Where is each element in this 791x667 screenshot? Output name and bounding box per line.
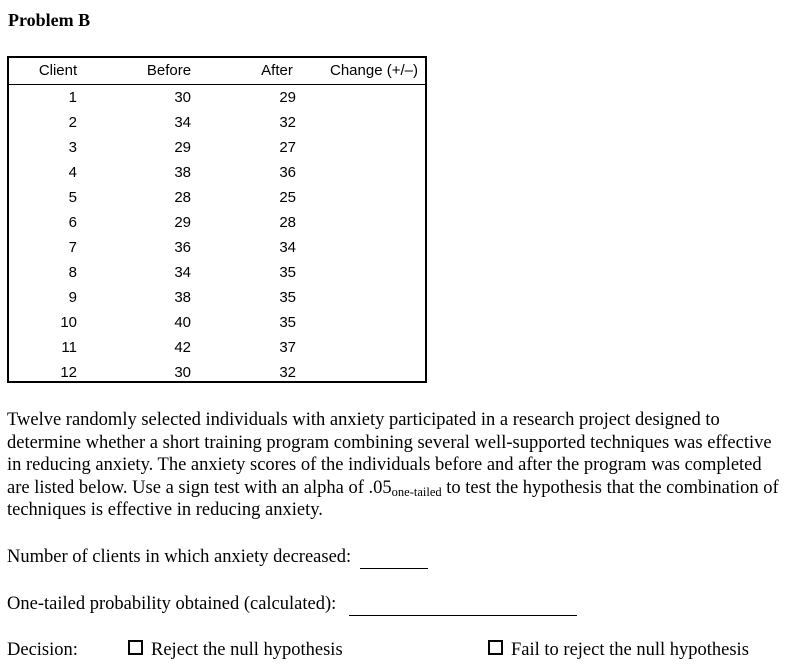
before-cell: 38 xyxy=(174,289,191,306)
before-cell: 36 xyxy=(174,239,191,256)
client-cell: 11 xyxy=(61,339,77,356)
reject-label: Reject the null hypothesis xyxy=(151,640,343,660)
table-row xyxy=(9,110,425,135)
before-cell: 29 xyxy=(174,214,191,231)
decision-label: Decision: xyxy=(7,640,78,660)
table-row xyxy=(9,260,425,285)
after-cell: 35 xyxy=(279,264,296,281)
page-title: Problem B xyxy=(8,10,91,30)
after-cell: 37 xyxy=(279,339,296,356)
before-cell: 34 xyxy=(174,264,191,281)
client-cell: 8 xyxy=(68,264,77,281)
after-cell: 25 xyxy=(279,189,296,206)
probability-question xyxy=(7,594,577,616)
problem-description xyxy=(7,409,787,522)
probability-answer-blank[interactable] xyxy=(349,594,577,616)
client-cell: 5 xyxy=(68,189,77,206)
client-cell: 2 xyxy=(68,114,77,131)
after-cell: 27 xyxy=(279,139,296,156)
description-text-1: Twelve randomly selected individuals with anxiety participated in a research project designed to determine whether a short training program combining several well-supported techniques was effective in reducing anxiety. The anxiety scores of the individuals before and after the program was completed are listed below. Use a sign test with an alpha of .05 xyxy=(7,410,772,498)
client-cell: 3 xyxy=(68,139,77,156)
after-cell: 34 xyxy=(279,239,296,256)
fail-label: Fail to reject the null hypothesis xyxy=(511,640,749,660)
table-row xyxy=(9,335,425,360)
table-row xyxy=(9,310,425,335)
header-change: Change (+/–) xyxy=(330,62,418,79)
fail-option[interactable] xyxy=(488,640,749,661)
table-row xyxy=(9,235,425,260)
reject-checkbox[interactable] xyxy=(128,640,143,655)
table-row xyxy=(9,160,425,185)
description-subscript: one-tailed xyxy=(391,484,442,499)
table-row xyxy=(9,360,425,385)
table-header xyxy=(9,58,425,85)
client-cell: 1 xyxy=(68,89,77,106)
client-cell: 6 xyxy=(68,214,77,231)
client-cell: 4 xyxy=(68,164,77,181)
decreased-answer-blank[interactable] xyxy=(360,547,428,569)
after-cell: 35 xyxy=(279,314,296,331)
table-row xyxy=(9,285,425,310)
header-before: Before xyxy=(146,62,192,79)
data-table xyxy=(7,56,427,383)
table-row xyxy=(9,135,425,160)
before-cell: 38 xyxy=(174,164,191,181)
client-cell: 10 xyxy=(60,314,77,331)
before-cell: 42 xyxy=(174,339,191,356)
fail-checkbox[interactable] xyxy=(488,640,503,655)
after-cell: 36 xyxy=(279,164,296,181)
table-row xyxy=(9,185,425,210)
table-row xyxy=(9,210,425,235)
client-cell: 9 xyxy=(68,289,77,306)
after-cell: 29 xyxy=(279,89,296,106)
client-cell: 7 xyxy=(68,239,77,256)
after-cell: 35 xyxy=(279,289,296,306)
decreased-question xyxy=(7,547,428,569)
before-cell: 30 xyxy=(174,364,191,381)
before-cell: 34 xyxy=(174,114,191,131)
before-cell: 29 xyxy=(174,139,191,156)
client-cell: 12 xyxy=(60,364,77,381)
after-cell: 32 xyxy=(279,114,296,131)
before-cell: 40 xyxy=(174,314,191,331)
header-after: After xyxy=(261,62,293,79)
reject-option[interactable] xyxy=(128,640,343,661)
after-cell: 28 xyxy=(279,214,296,231)
before-cell: 30 xyxy=(174,89,191,106)
table-body xyxy=(9,85,425,385)
header-client: Client xyxy=(38,62,78,79)
probability-label: One-tailed probability obtained (calculated): xyxy=(7,594,337,614)
decreased-label: Number of clients in which anxiety decreased: xyxy=(7,547,352,567)
table-row xyxy=(9,85,425,110)
description-text-2: to test the hypothesis that the combination of techniques is effective in reducing anxiety. xyxy=(7,477,779,521)
before-cell: 28 xyxy=(174,189,191,206)
after-cell: 32 xyxy=(279,364,296,381)
